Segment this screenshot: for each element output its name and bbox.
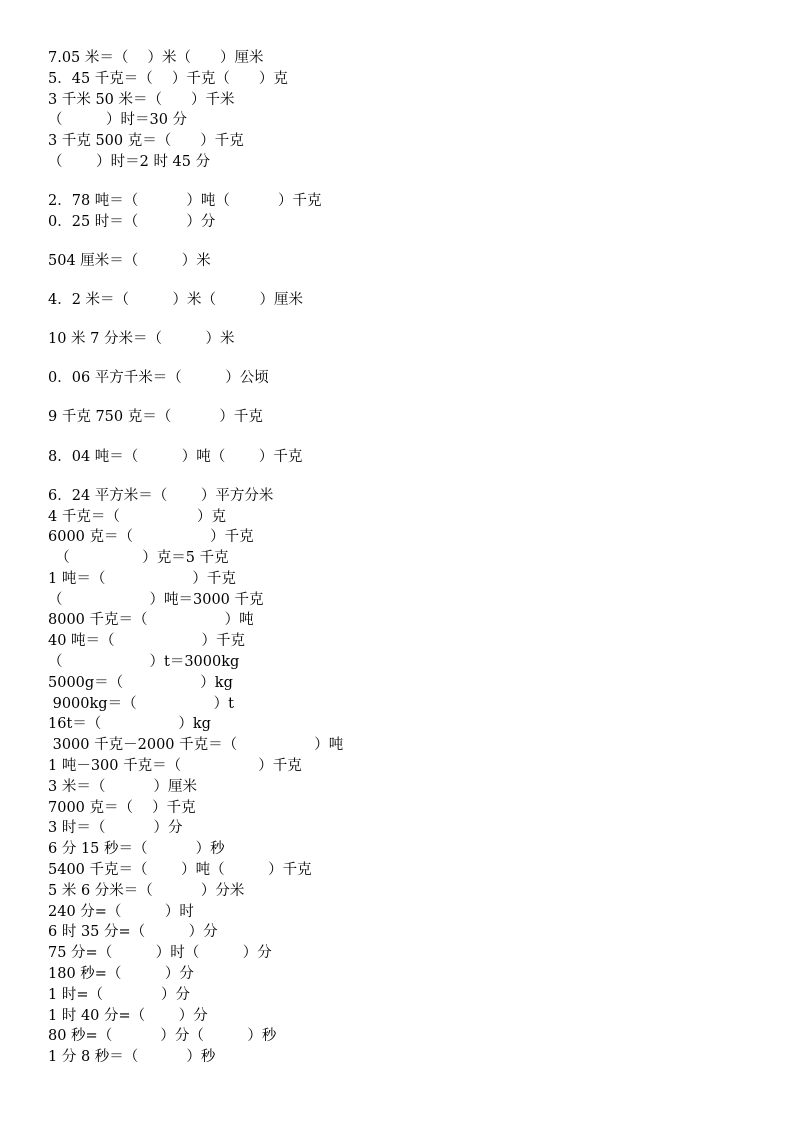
exercise-line: 1 分 8 秒＝（ ）秒 (48, 1049, 216, 1065)
exercise-line: 7000 克＝（ ）千克 (48, 800, 196, 816)
exercise-line: 3000 千克－2000 千克＝（ ）吨 (48, 737, 344, 753)
exercise-line: 0．06 平方千米＝（ ）公顷 (48, 370, 269, 386)
exercise-line: 10 米 7 分米＝（ ）米 (48, 331, 235, 347)
exercise-line: 80 秒=（ ）分（ ）秒 (48, 1028, 277, 1044)
exercise-line: 240 分=（ ）时 (48, 904, 194, 920)
exercise-line: 1 时=（ ）分 (48, 987, 190, 1003)
exercise-line: 504 厘米＝（ ）米 (48, 253, 211, 269)
exercise-line: 8000 千克＝（ ）吨 (48, 612, 254, 628)
exercise-line: 7.05 米＝（ ）米（ ）厘米 (48, 50, 264, 66)
exercise-line: 6．24 平方米＝（ ）平方分米 (48, 488, 274, 504)
exercise-line: 4．2 米＝（ ）米（ ）厘米 (48, 292, 304, 308)
exercise-line: 2．78 吨＝（ ）吨（ ）千克 (48, 193, 322, 209)
exercise-line: （ ）时＝2 时 45 分 (48, 154, 211, 170)
exercise-line: 3 千米 50 米＝（ ）千米 (48, 92, 235, 108)
exercise-line: （ ）时＝30 分 (48, 112, 188, 128)
exercise-line: 6000 克＝（ ）千克 (48, 529, 254, 545)
exercise-line: 5000g＝（ ）kg (48, 675, 233, 691)
exercise-line: 6 分 15 秒＝（ ）秒 (48, 841, 225, 857)
exercise-line: （ ）t＝3000kg (48, 654, 240, 670)
exercise-line: 3 千克 500 克＝（ ）千克 (48, 133, 244, 149)
exercise-line: 5．45 千克＝（ ）千克（ ）克 (48, 71, 288, 87)
exercise-line: （ ）克＝5 千克 (48, 550, 229, 566)
exercise-line: 4 千克＝（ ）克 (48, 509, 226, 525)
exercise-line: 9000kg＝（ ）t (48, 696, 235, 712)
exercise-line: 6 时 35 分=（ ）分 (48, 924, 218, 940)
exercise-line: 40 吨＝（ ）千克 (48, 633, 246, 649)
exercise-line: 0．25 时＝（ ）分 (48, 214, 216, 230)
exercise-line: 3 米＝（ ）厘米 (48, 779, 197, 795)
exercise-line: 1 吨＝（ ）千克 (48, 571, 236, 587)
exercise-line: 16t＝（ ）kg (48, 716, 211, 732)
exercise-line: 9 千克 750 克＝（ ）千克 (48, 409, 263, 425)
exercise-line: 8．04 吨＝（ ）吨（ ）千克 (48, 449, 303, 465)
exercise-line: 5 米 6 分米＝（ ）分米 (48, 883, 245, 899)
exercise-line: （ ）吨＝3000 千克 (48, 592, 264, 608)
exercise-line: 1 时 40 分=（ ）分 (48, 1008, 208, 1024)
exercise-line: 1 吨－300 千克＝（ ）千克 (48, 758, 302, 774)
exercise-line: 75 分=（ ）时（ ）分 (48, 945, 272, 961)
exercise-line: 180 秒=（ ）分 (48, 966, 194, 982)
exercise-line: 3 时＝（ ）分 (48, 820, 183, 836)
exercise-line: 5400 千克＝（ ）吨（ ）千克 (48, 862, 312, 878)
